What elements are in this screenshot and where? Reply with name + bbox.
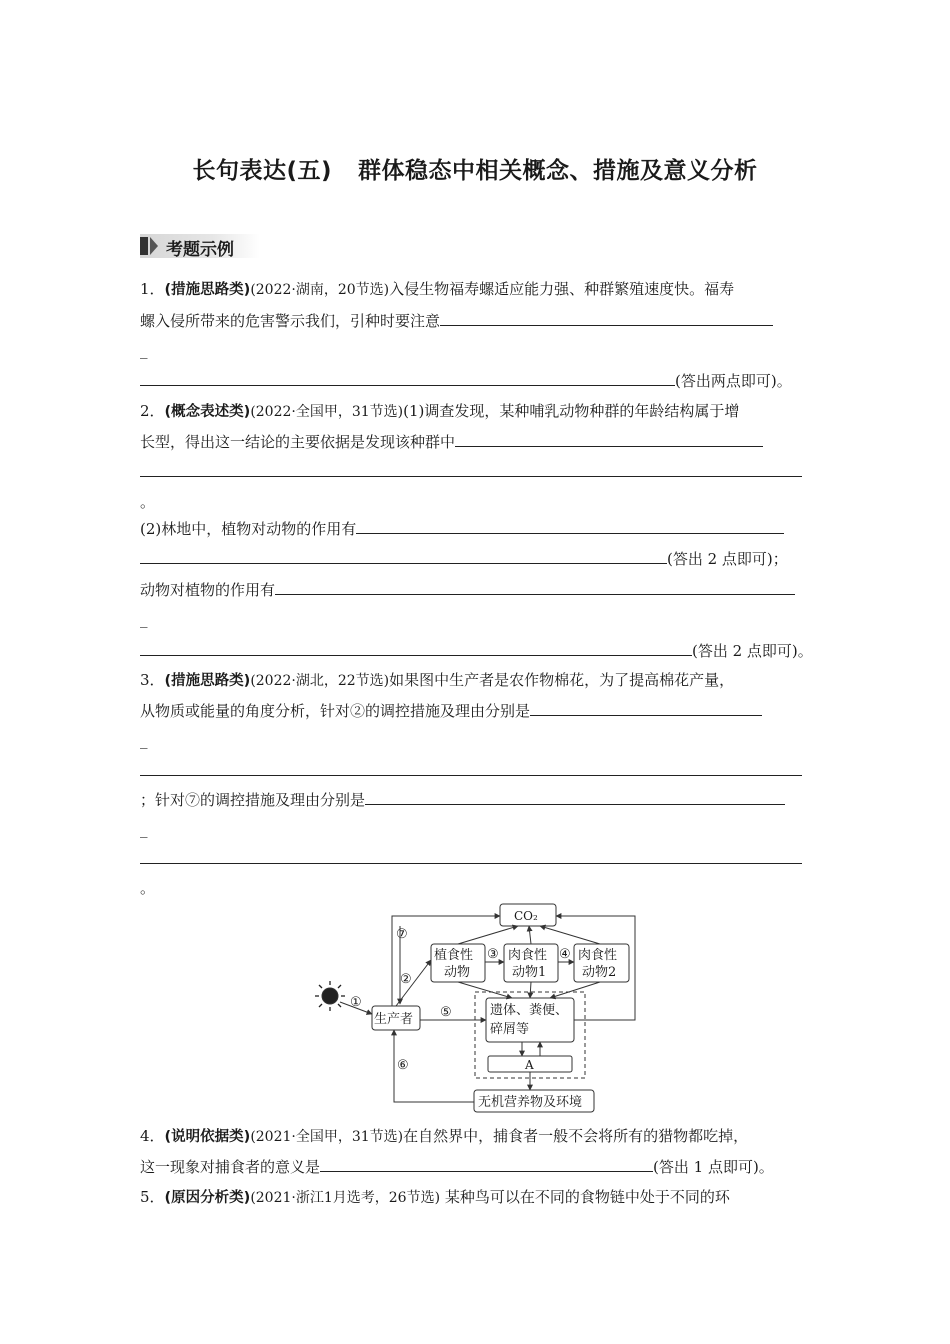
q4-answer-blank[interactable] [320,1156,653,1172]
q1-answer-blank[interactable] [440,310,773,326]
herbivore-label-1: 植食性 [434,948,474,963]
page-title [0,152,950,185]
co2-label: CO₂ [514,909,538,923]
q2-line5: (答出 2 点即可)； [140,548,788,569]
q3-mark2: _ [140,820,148,838]
q3-measure7-blank-2[interactable] [140,848,802,864]
section-arrow-icon [150,237,158,255]
a-label: A [525,1058,534,1072]
q1-mark: _ [140,341,148,359]
producer-label: 生产者 [374,1012,414,1027]
q1-answer-blank-2[interactable] [140,370,675,386]
q3-measure2-blank[interactable] [530,700,762,716]
q3-line2: 从物质或能量的角度分析，针对②的调控措施及理由分别是 [140,700,762,721]
q2-line1: 2．(概念表述类)(2022·全国甲，31节选)(1)调查发现，某种哺乳动物种群的年龄结构属于增 [140,402,740,420]
carnivore2-label-1: 肉食性 [578,948,618,963]
q2-line3 [140,461,802,482]
flow-label-6: ⑥ [397,1058,409,1073]
q3-end: 。 [140,879,156,897]
flow-label-4: ④ [559,947,571,962]
q2-mark: _ [140,610,148,628]
title-sub: 群体稳态中相关概念、措施及意义分析 [358,158,758,184]
q2-line6: 动物对植物的作用有 [140,579,795,600]
carnivore1-label-2: 动物1 [512,965,547,980]
q2-line4: (2)林地中，植物对动物的作用有 [140,518,784,539]
inorganic-label: 无机营养物及环境 [478,1095,583,1110]
q1-line2: 螺入侵所带来的危害警示我们，引种时要注意 [140,310,773,331]
flow-label-7: ⑦ [396,927,408,942]
section-marker-icon [140,237,148,255]
q2-plant-blank-2[interactable] [140,548,667,564]
q3-mark1: _ [140,731,148,749]
flow-label-1: ① [350,995,362,1010]
q3-line5 [140,848,802,869]
flow-label-2: ② [400,972,412,987]
q3-line4: ；针对⑦的调控措施及理由分别是 [140,789,785,810]
q4-line1: 4．(说明依据类)(2021·全国甲，31节选)在自然界中，捕食者一般不会将所有的猎物都吃掉， [140,1127,749,1145]
flow-label-5: ⑤ [440,1005,452,1020]
remains-label-1: 遗体、粪便、 [490,1003,569,1018]
energy-flow-diagram [300,896,645,1118]
q3-line1: 3．(措施思路类)(2022·湖北，22节选)如果图中生产者是农作物棉花，为了提高棉花产量， [140,671,735,689]
q2-end: 。 [140,493,156,511]
q2-plant-blank[interactable] [356,518,784,534]
sun-icon [322,988,338,1004]
q1-line1: 1．(措施思路类)(2022·湖南，20节选)入侵生物福寿螺适应能力强、种群繁殖速度快。福寿 [140,280,735,298]
section-label: 考题示例 [166,240,234,260]
flow-label-3: ③ [487,947,499,962]
q3-measure7-blank[interactable] [365,789,785,805]
carnivore1-label-1: 肉食性 [508,948,548,963]
q3-measure2-blank-2[interactable] [140,760,802,776]
q4-line2: 这一现象对捕食者的意义是 (答出 1 点即可)。 [140,1158,774,1176]
q2-answer-blank-2[interactable] [140,461,802,477]
carnivore2-label-2: 动物2 [582,965,617,980]
q2-animal-blank[interactable] [275,579,795,595]
q3-line3 [140,760,802,781]
q2-line7: (答出 2 点即可)。 [140,640,813,661]
title-main: 长句表达(五) [192,158,333,184]
remains-label-2: 碎屑等 [490,1022,530,1037]
q2-line2: 长型，得出这一结论的主要依据是发现该种群中 [140,431,763,452]
herbivore-label-2: 动物 [444,965,471,980]
q5-line1: 5．(原因分析类)(2021·浙江1月选考，26节选) 某种鸟可以在不同的食物链中处于不同的环 [140,1188,730,1206]
q1-line3: (答出两点即可)。 [140,370,792,391]
q2-animal-blank-2[interactable] [140,640,692,656]
q2-answer-blank[interactable] [455,431,763,447]
